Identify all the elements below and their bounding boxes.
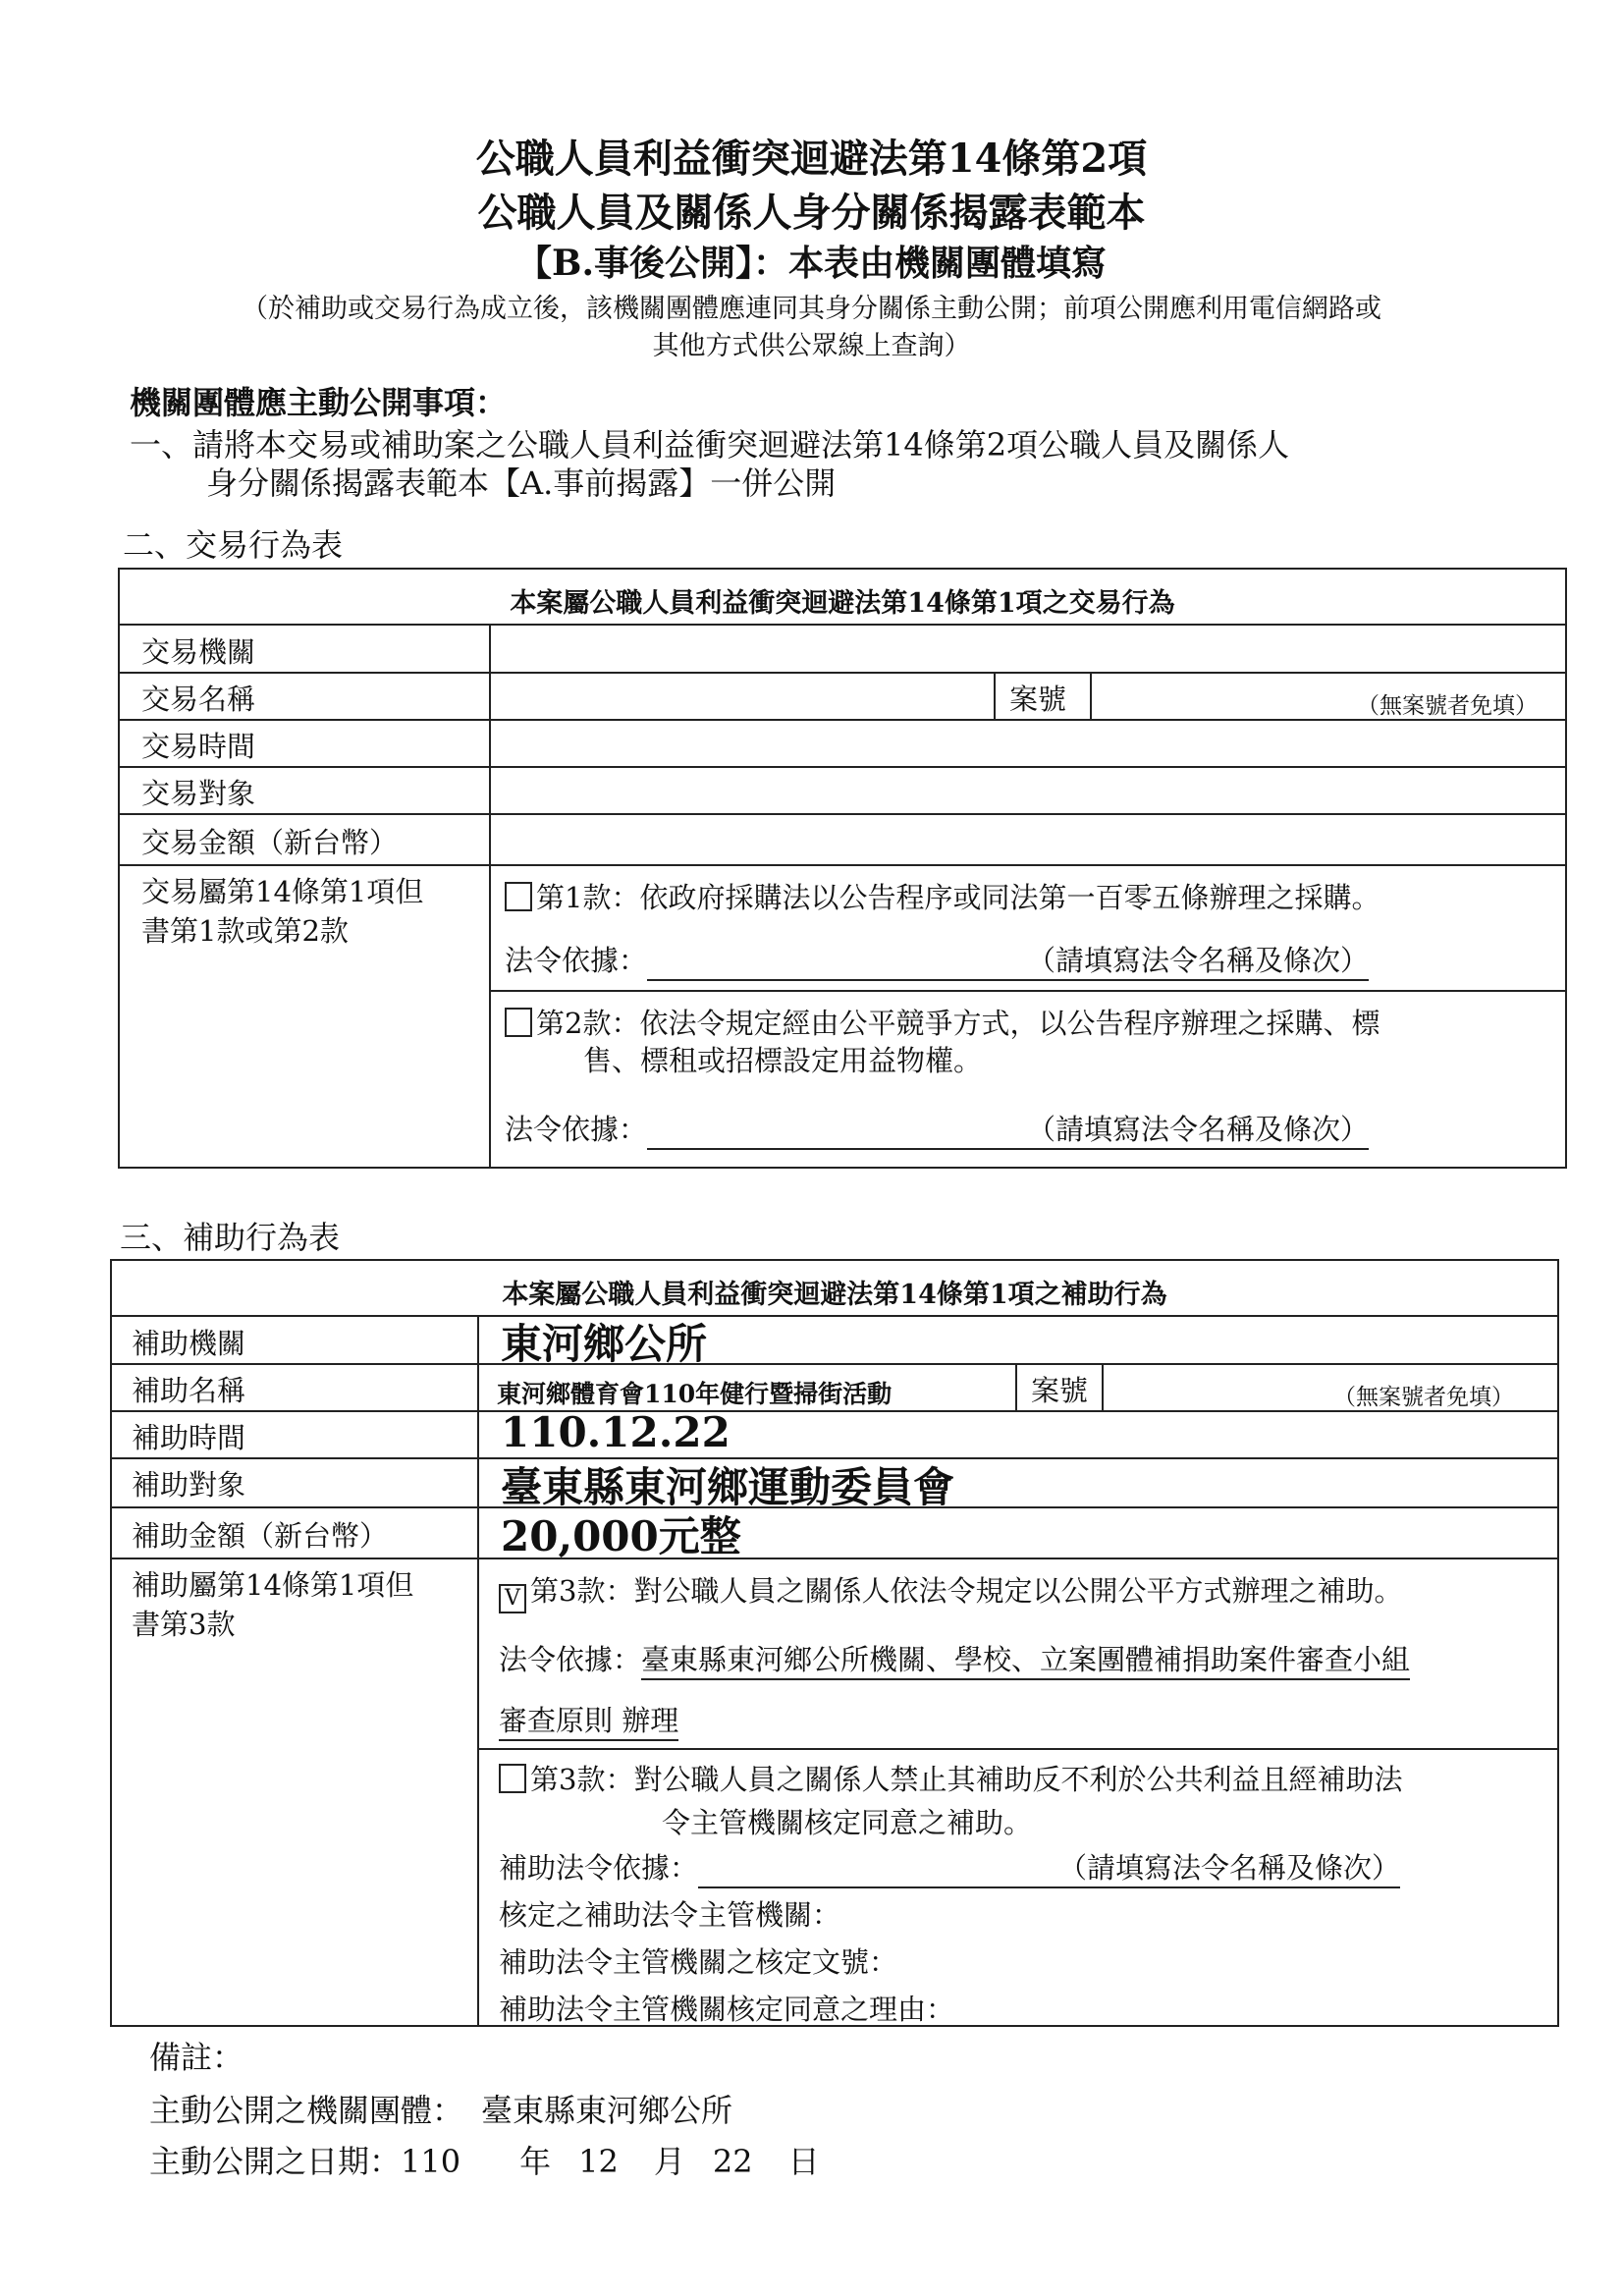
- subsidy-authority-label: 核定之補助法令主管機關：: [499, 1898, 841, 1932]
- transaction-name-label: 交易名稱: [141, 683, 256, 716]
- transaction-table: [118, 568, 1567, 1169]
- transaction-table-title: 本案屬公職人員利益衝突迴避法第14條第1項之交易行為: [510, 588, 1175, 619]
- subsidy-clause3a-basis-label: 法令依據：: [499, 1643, 642, 1676]
- subsidy-target-value: 臺東縣東河鄉運動委員會: [501, 1463, 955, 1511]
- subsidy-clause3b-basis-field[interactable]: [698, 1846, 1400, 1888]
- title-line-2: 公職人員及關係人身分關係揭露表範本: [477, 190, 1146, 236]
- subsidy-clause3a-row: [499, 1569, 1402, 1613]
- transaction-clause-label-2: 書第1款或第2款: [141, 914, 349, 948]
- transaction-clause2-basis-field[interactable]: [647, 1108, 1369, 1150]
- subsidy-clause3b-checkbox[interactable]: [499, 1764, 526, 1793]
- subsidy-clause3a-basis-cont: [499, 1699, 678, 1741]
- remarks-label: 備註：: [149, 2039, 244, 2076]
- remarks-org-row: [149, 2086, 732, 2131]
- transaction-case-no-label: 案號: [1009, 683, 1067, 716]
- remarks-date-label: 主動公開之日期：: [149, 2143, 402, 2180]
- subsidy-amount-value: 20,000元整: [501, 1512, 741, 1560]
- subsidy-clause3b-row: [499, 1758, 1402, 1798]
- remarks-org-label: 主動公開之機關團體：: [149, 2092, 464, 2129]
- transaction-amount-label: 交易金額（新台幣）: [141, 826, 399, 859]
- remarks-date-day-unit: 日: [787, 2143, 820, 2180]
- subsidy-clause3a-text: 第3款：對公職人員之關係人依法令規定以公開公平方式辦理之補助。: [530, 1574, 1403, 1608]
- transaction-clause2-basis: [505, 1108, 1369, 1150]
- transaction-time-label: 交易時間: [141, 730, 256, 763]
- remarks-date-row: [149, 2137, 820, 2182]
- title-line-1: 公職人員利益衝突迴避法第14條第2項: [475, 136, 1148, 182]
- subsidy-case-no-note: （無案號者免填）: [1333, 1385, 1514, 1410]
- transaction-heading: 二、交易行為表: [123, 526, 344, 564]
- remarks-date-year-unit: 年: [519, 2143, 552, 2180]
- transaction-clause2-checkbox[interactable]: [505, 1008, 532, 1037]
- section1-item-line2: 身分關係揭露表範本【A.事前揭露】一併公開: [206, 465, 837, 502]
- transaction-clause1-checkbox[interactable]: [505, 882, 532, 911]
- subsidy-clause3a-basis-value-2: 審查原則 辦理: [499, 1699, 678, 1741]
- transaction-clause-label-1: 交易屬第14條第1項但: [141, 875, 424, 908]
- subsidy-target-label: 補助對象: [132, 1468, 246, 1502]
- transaction-clause2-text-2: 售、標租或招標設定用益物權。: [583, 1044, 983, 1077]
- transaction-clause1-basis-hint: （請填寫法令名稱及條次）: [1027, 944, 1370, 977]
- header-note-2: 其他方式供公眾線上查詢）: [652, 331, 971, 361]
- subsidy-clause3a-checkbox[interactable]: V: [499, 1584, 526, 1613]
- transaction-clause1-text: 第1款：依政府採購法以公告程序或同法第一百零五條辦理之採購。: [536, 881, 1380, 914]
- header-note-1: （於補助或交易行為成立後，該機關團體應連同其身分關係主動公開；前項公開應利用電信網路或: [242, 294, 1381, 324]
- subsidy-amount-label: 補助金額（新台幣）: [132, 1519, 389, 1553]
- remarks-date-day: 22: [712, 2143, 753, 2180]
- remarks-org-value: 臺東縣東河鄉公所: [481, 2092, 733, 2129]
- subsidy-name-label: 補助名稱: [132, 1374, 246, 1407]
- transaction-clause2-basis-label: 法令依據：: [505, 1113, 648, 1146]
- remarks-date-month: 12: [578, 2143, 619, 2180]
- subsidy-clause3b-text-2: 令主管機關核定同意之補助。: [662, 1806, 1033, 1839]
- transaction-case-no-note: （無案號者免填）: [1357, 693, 1538, 719]
- subsidy-table: [110, 1259, 1559, 2027]
- subsidy-clause3b-text-1: 第3款：對公職人員之關係人禁止其補助反不利於公共利益且經補助法: [530, 1763, 1403, 1796]
- subsidy-clause3b-basis: [499, 1846, 1400, 1888]
- remarks-date-month-unit: 月: [653, 2143, 685, 2180]
- subsidy-case-no-label: 案號: [1031, 1374, 1089, 1407]
- subsidy-clause3b-basis-label: 補助法令依據：: [499, 1851, 699, 1885]
- transaction-clause1-basis-label: 法令依據：: [505, 944, 648, 977]
- title-line-3: 【B.事後公開】：本表由機關團體填寫: [516, 243, 1107, 284]
- subsidy-time-value: 110.12.22: [501, 1408, 730, 1456]
- subsidy-agency-label: 補助機關: [132, 1327, 246, 1360]
- subsidy-clause-label-2: 書第3款: [132, 1608, 236, 1641]
- transaction-target-label: 交易對象: [141, 777, 256, 810]
- transaction-clause1-row: [505, 876, 1380, 916]
- remarks-date-year: 110: [401, 2143, 461, 2180]
- subsidy-clause-label-1: 補助屬第14條第1項但: [132, 1568, 414, 1602]
- subsidy-time-label: 補助時間: [132, 1421, 246, 1454]
- transaction-clause1-basis: [505, 939, 1369, 981]
- subsidy-reason-label: 補助法令主管機關核定同意之理由：: [499, 1993, 955, 2026]
- subsidy-name-value: 東河鄉體育會110年健行暨掃街活動: [497, 1380, 893, 1408]
- transaction-agency-label: 交易機關: [141, 635, 256, 669]
- subsidy-agency-value: 東河鄉公所: [501, 1320, 708, 1368]
- subsidy-clause3b-basis-hint: （請填寫法令名稱及條次）: [1058, 1851, 1401, 1885]
- section1-heading: 機關團體應主動公開事項：: [130, 384, 508, 421]
- subsidy-table-title: 本案屬公職人員利益衝突迴避法第14條第1項之補助行為: [502, 1280, 1167, 1310]
- subsidy-clause3a-basis-value-1: 臺東縣東河鄉公所機關、學校、立案團體補捐助案件審查小組: [641, 1638, 1410, 1680]
- subsidy-doc-no-label: 補助法令主管機關之核定文號：: [499, 1945, 898, 1979]
- transaction-clause1-basis-field[interactable]: [647, 939, 1369, 981]
- transaction-clause2-text-1: 第2款：依法令規定經由公平競爭方式，以公告程序辦理之採購、標: [536, 1007, 1380, 1040]
- section1-item-line1: 一、請將本交易或補助案之公職人員利益衝突迴避法第14條第2項公職人員及關係人: [130, 426, 1290, 464]
- transaction-clause2-row: [505, 1002, 1380, 1042]
- subsidy-heading: 三、補助行為表: [120, 1219, 341, 1256]
- subsidy-clause3a-basis: [499, 1638, 1410, 1680]
- transaction-clause2-basis-hint: （請填寫法令名稱及條次）: [1027, 1113, 1370, 1146]
